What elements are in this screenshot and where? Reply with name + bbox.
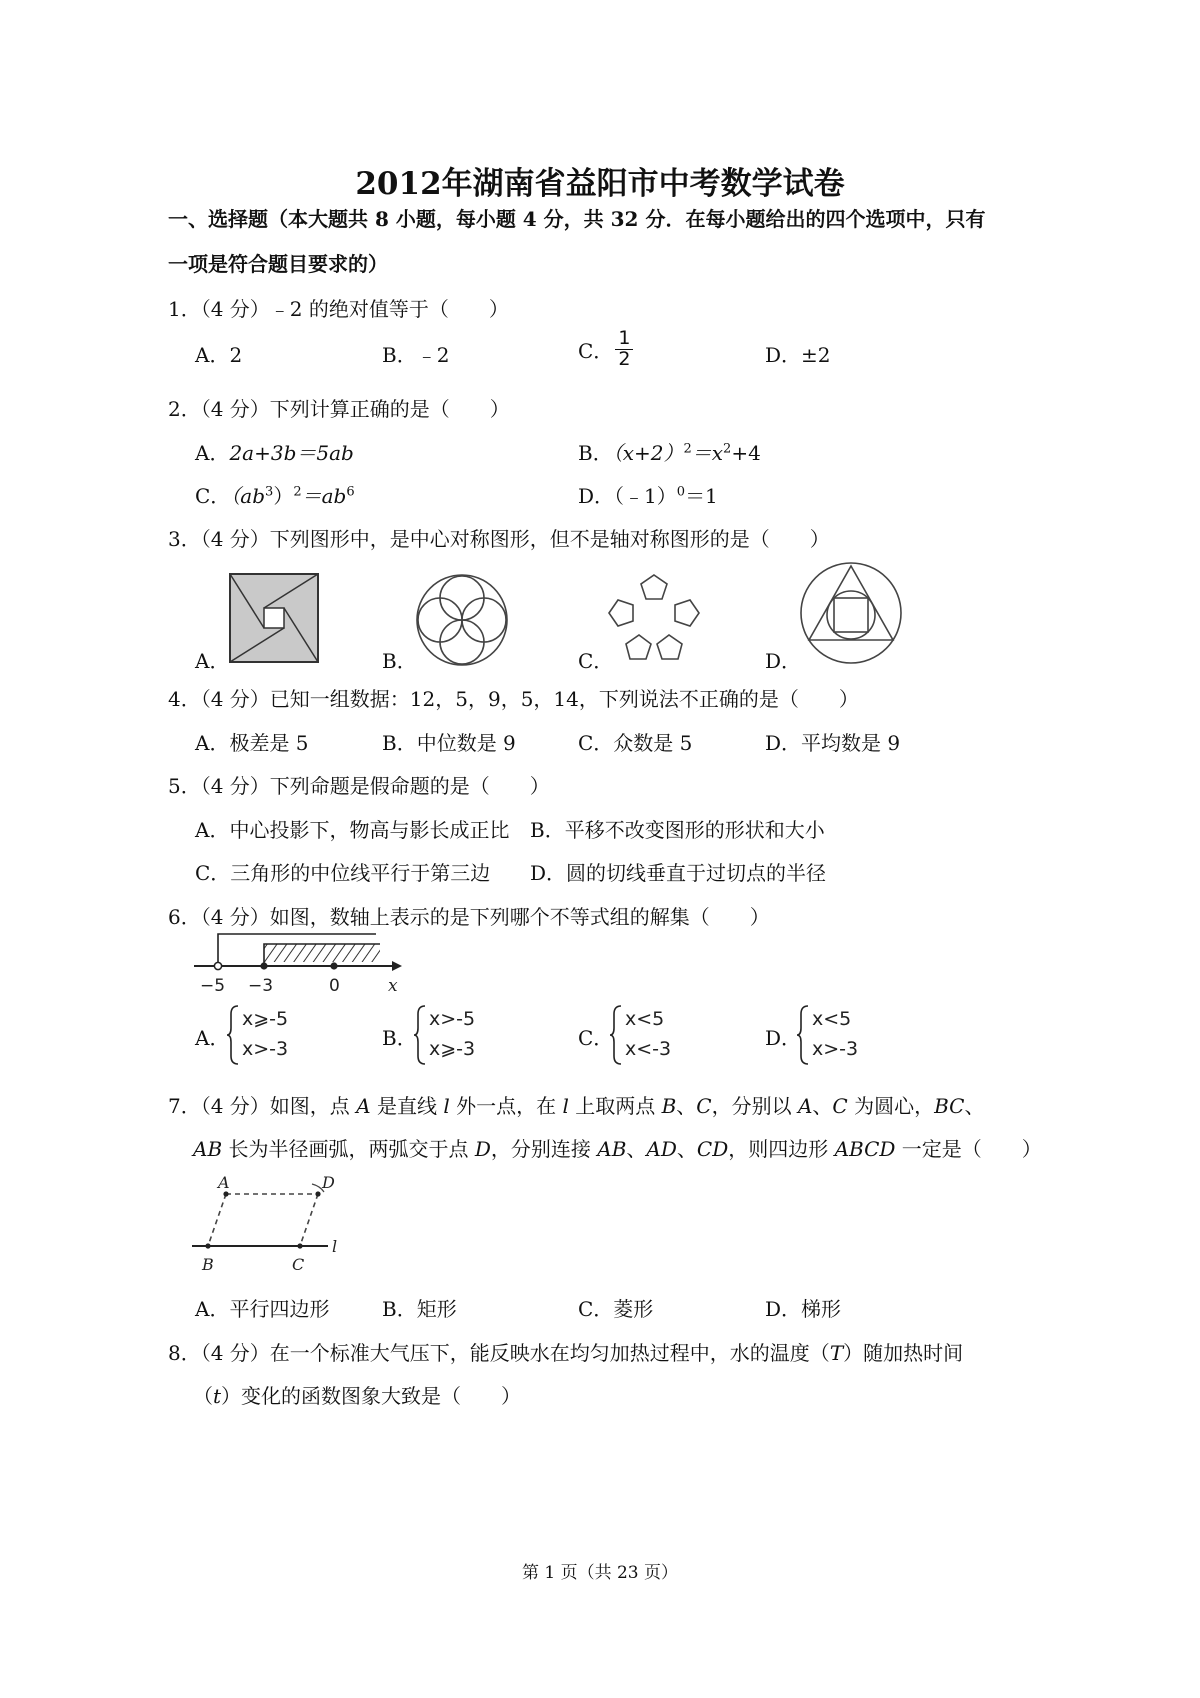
axis-label-0: 0 xyxy=(329,976,340,996)
q2-option-a: A．2a+3b＝5ab xyxy=(195,441,354,465)
q3-option-c: C． xyxy=(578,649,614,673)
four-petal-circles-icon xyxy=(414,572,510,668)
question-7-stem-line1: 7．（4 分）如图，点 A 是直线 l 外一点，在 l 上取两点 B、C，分别以 A、C 为圆心，BC、 xyxy=(168,1094,985,1118)
q4-option-d: D．平均数是 9 xyxy=(765,731,901,755)
five-pentagons-icon xyxy=(606,572,702,664)
question-4-stem: 4．（4 分）已知一组数据：12，5，9，5，14，下列说法不正确的是（ ） xyxy=(168,687,859,711)
circle-triangle-square-icon xyxy=(798,560,904,666)
section-heading-line1: 一、选择题（本大题共 8 小题，每小题 4 分，共 32 分．在每小题给出的四个选项中，只有 xyxy=(168,207,986,231)
q1-option-d: D．±2 xyxy=(765,343,831,367)
point-label-b: B xyxy=(202,1255,214,1274)
q2-option-c: C．$(ab^3)^2=ab^6$ xyxy=(195,484,355,508)
q2-option-b: B．$(x+2)^2=x^2+4$ xyxy=(578,441,761,465)
question-2-stem: 2．（4 分）下列计算正确的是（ ） xyxy=(168,397,510,421)
parallelogram-figure xyxy=(190,1170,350,1280)
axis-label-x: x xyxy=(388,976,398,996)
question-8-stem-line2: （t）变化的函数图象大致是（ ） xyxy=(193,1384,522,1408)
point-label-d: D xyxy=(322,1173,335,1192)
number-line-figure xyxy=(190,928,410,998)
brace-icon xyxy=(609,1004,623,1066)
q6-d-line2: x>-3 xyxy=(812,1038,859,1060)
question-1-stem: 1．（4 分）﹣2 的绝对值等于（ ） xyxy=(168,297,509,321)
q5-option-c: C．三角形的中位线平行于第三边 xyxy=(195,861,491,885)
q7-option-a: A．平行四边形 xyxy=(195,1297,330,1321)
question-8-stem-line1: 8．（4 分）在一个标准大气压下，能反映水在均匀加热过程中，水的温度（T）随加热时间 xyxy=(168,1341,964,1365)
page-title: 2012年湖南省益阳市中考数学试卷 xyxy=(355,166,845,202)
question-6-stem: 6．（4 分）如图，数轴上表示的是下列哪个不等式组的解集（ ） xyxy=(168,905,770,929)
brace-icon xyxy=(413,1004,427,1066)
q6-option-a-label: A． xyxy=(195,1026,230,1050)
q4-option-a: A．极差是 5 xyxy=(195,731,309,755)
fraction-one-half: $\frac{1}{2}$ xyxy=(615,329,633,370)
q4-option-b: B．中位数是 9 xyxy=(382,731,516,755)
q2-option-d: D．（﹣1）$^0$＝1 xyxy=(578,484,718,508)
q6-b-line1: x>-5 xyxy=(429,1008,476,1030)
brace-icon xyxy=(226,1004,240,1066)
line-label-l: l xyxy=(332,1237,338,1256)
q1-option-a: A．2 xyxy=(195,343,243,367)
axis-label-neg3: −3 xyxy=(248,976,274,996)
q6-c-line2: x<-3 xyxy=(625,1038,672,1060)
axis-label-neg5: −5 xyxy=(200,976,226,996)
q4-option-c: C．众数是 5 xyxy=(578,731,693,755)
question-7-stem-line2: AB 长为半径画弧，两弧交于点 D，分别连接 AB、AD、CD，则四边形 ABCD 一定是（ ） xyxy=(193,1137,1042,1161)
q3-option-d: D． xyxy=(765,649,802,673)
q5-option-d: D．圆的切线垂直于过切点的半径 xyxy=(530,861,827,885)
question-5-stem: 5．（4 分）下列命题是假命题的是（ ） xyxy=(168,774,550,798)
page-footer: 第 1 页（共 23 页） xyxy=(521,1563,679,1583)
point-label-c: C xyxy=(292,1255,305,1274)
q6-option-d-label: D． xyxy=(765,1026,802,1050)
q6-a-line1: x⩾-5 xyxy=(242,1008,289,1030)
pinwheel-square-icon xyxy=(228,572,320,664)
q5-option-a: A．中心投影下，物高与影长成正比 xyxy=(195,818,510,842)
section-heading-line2: 一项是符合题目要求的） xyxy=(168,252,388,276)
question-3-stem: 3．（4 分）下列图形中，是中心对称图形，但不是轴对称图形的是（ ） xyxy=(168,527,830,551)
q6-b-line2: x⩾-3 xyxy=(429,1038,476,1060)
q7-option-c: C．菱形 xyxy=(578,1297,654,1321)
brace-icon xyxy=(796,1004,810,1066)
q3-option-a: A． xyxy=(195,649,230,673)
q7-option-d: D．梯形 xyxy=(765,1297,842,1321)
q7-option-b: B．矩形 xyxy=(382,1297,457,1321)
q3-option-b: B． xyxy=(382,649,417,673)
q1-option-c: C． $\frac{1}{2}$ xyxy=(578,329,633,370)
q6-d-line1: x<5 xyxy=(812,1008,852,1030)
q6-a-line2: x>-3 xyxy=(242,1038,289,1060)
q5-option-b: B．平移不改变图形的形状和大小 xyxy=(530,818,825,842)
q1-option-b: B．﹣2 xyxy=(382,343,450,367)
q6-option-c-label: C． xyxy=(578,1026,614,1050)
q6-option-b-label: B． xyxy=(382,1026,417,1050)
q6-c-line1: x<5 xyxy=(625,1008,665,1030)
point-label-a: A xyxy=(218,1173,230,1192)
